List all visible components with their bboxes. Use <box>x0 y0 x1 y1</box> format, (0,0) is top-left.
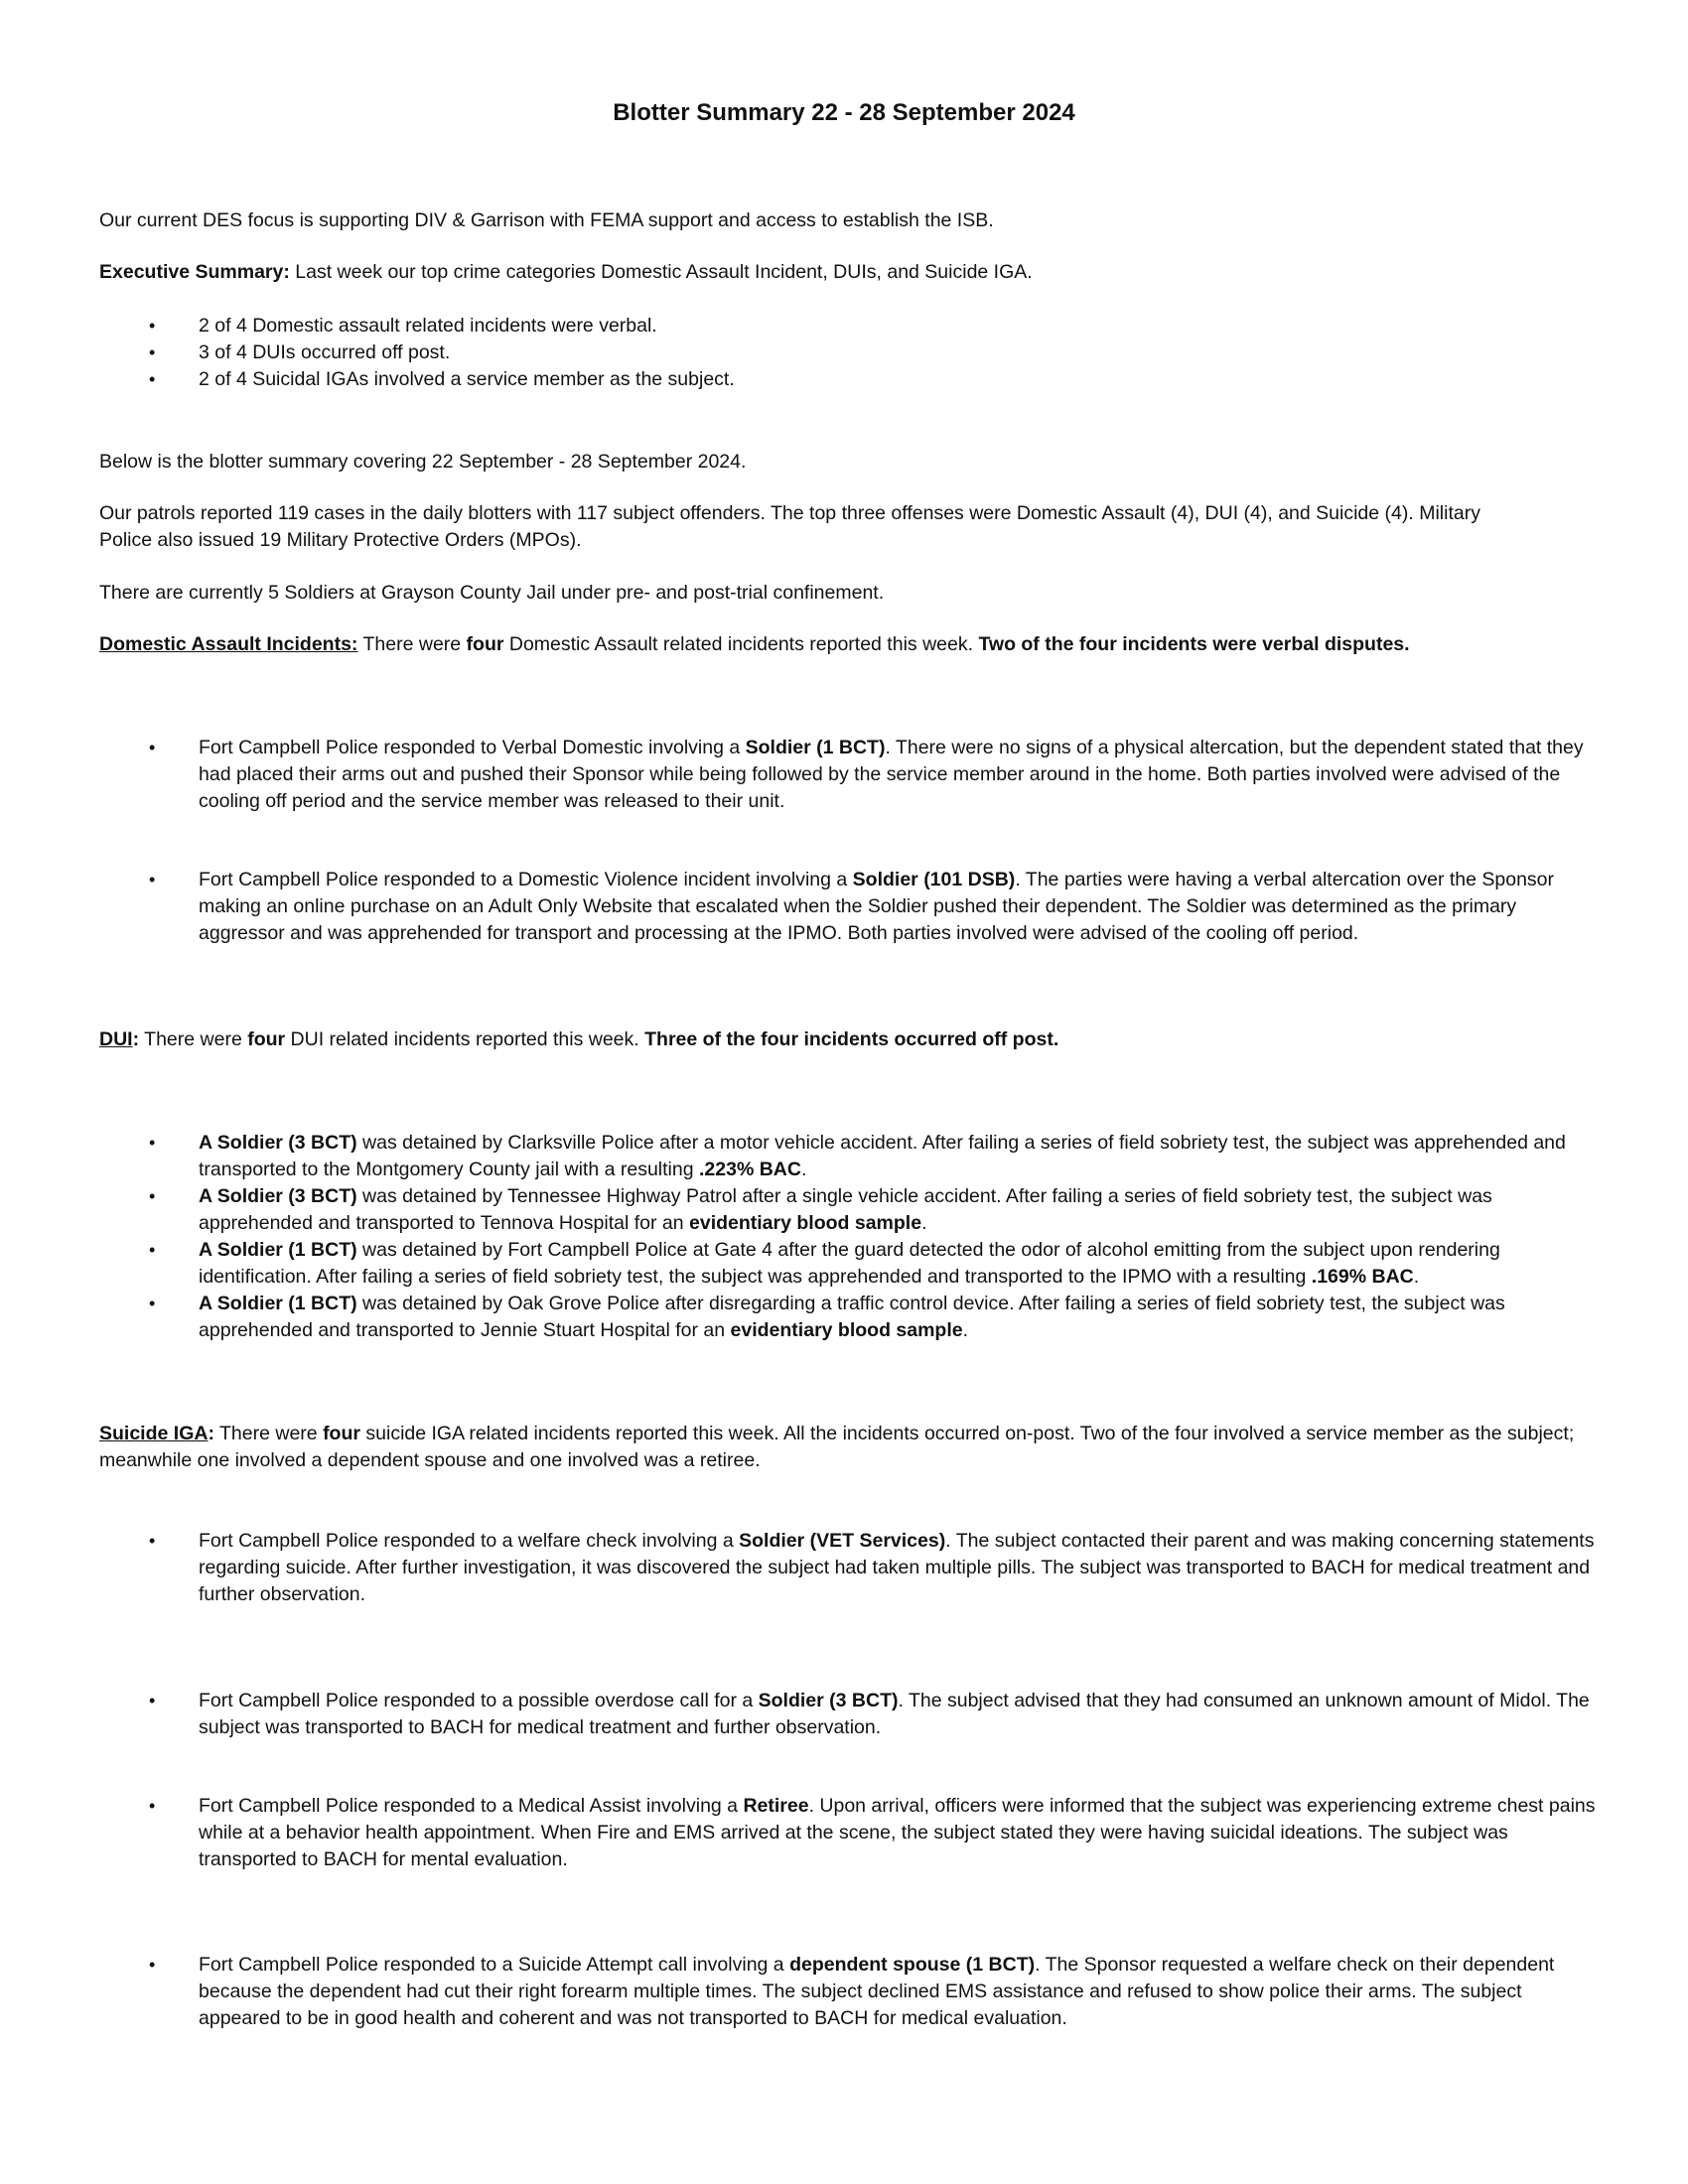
list-item <box>99 1183 1599 1237</box>
list-item <box>99 1130 1599 1183</box>
suicide-iga-heading <box>99 1421 1589 1474</box>
suicide-incident-list-2 <box>99 1688 1599 1741</box>
executive-summary-text: Last week our top crime categories Domestic Assault Incident, DUIs, and Suicide IGA. <box>289 261 1033 283</box>
list-item: • 3 of 4 DUIs occurred off post. <box>99 340 1599 366</box>
dui-text-1: There were <box>139 1028 248 1050</box>
suicide-incident-list-4 <box>99 1952 1599 2032</box>
item-subject: A Soldier (3 BCT) <box>199 1132 357 1154</box>
item-text: was detained by Clarksville Police after a motor vehicle accident. After failing a series of field sobriety test, the subject was apprehended and transported to the Montgomery County jail with a resulting <box>199 1132 1566 1180</box>
summary-line: Below is the blotter summary covering 22 September - 28 September 2024. <box>99 451 747 473</box>
executive-summary-bullets <box>99 313 1599 393</box>
item-subject: A Soldier (3 BCT) <box>199 1185 357 1207</box>
item-subject: Retiree <box>743 1795 809 1817</box>
page-title: Blotter Summary 22 - 28 September 2024 <box>613 99 1075 126</box>
jail-paragraph: There are currently 5 Soldiers at Grayson County Jail under pre- and post-trial confinement. <box>99 582 885 604</box>
item-text: . Upon arrival, officers were informed that the subject was experiencing extreme chest pains while at a behavior health appointment. When Fire and EMS arrived at the scene, the subject stated they were having suicidal ideations. The subject was transported to BACH for mental evaluation. <box>199 1795 1596 1870</box>
list-item <box>99 867 1599 947</box>
item-text: . <box>800 1159 807 1180</box>
item-text: was detained by Fort Campbell Police at Gate 4 after the guard detected the odor of alcohol emitting from the subject upon rendering identification. After failing a series of field sobriety test, the subject was apprehended and transported to the IPMO with a resulting <box>199 1239 1500 1288</box>
domestic-incident-list-2 <box>99 867 1599 947</box>
item-result: .223% BAC <box>699 1159 801 1180</box>
item-text: Fort Campbell Police responded to a possible overdose call for a <box>199 1690 759 1711</box>
item-text: . <box>962 1319 969 1341</box>
item-text: . The subject contacted their parent and was making concerning statements regarding suicide. After further investigation, it was discovered the subject had taken multiple pills. The subject was transported to BACH for medical treatment and further observation. <box>199 1530 1595 1605</box>
dui-label: DUI <box>99 1028 133 1050</box>
item-text: was detained by Tennessee Highway Patrol after a single vehicle accident. After failing a series of field sobriety test, the subject was apprehended and transported to Tennova Hospital for an <box>199 1185 1492 1234</box>
item-subject: Soldier (3 BCT) <box>758 1690 899 1711</box>
domestic-highlight: Two of the four incidents were verbal disputes. <box>978 633 1410 655</box>
suicide-incident-list-3 <box>99 1793 1599 1873</box>
item-subject: Soldier (101 DSB) <box>852 869 1016 890</box>
intro-paragraph: Our current DES focus is supporting DIV & Garrison with FEMA support and access to establish the ISB. <box>99 209 994 231</box>
list-item: • 2 of 4 Suicidal IGAs involved a service member as the subject. <box>99 366 1599 393</box>
list-item <box>99 1528 1599 1608</box>
domestic-assault-label: Domestic Assault Incidents: <box>99 633 358 655</box>
suicide-text-1: There were <box>213 1423 324 1444</box>
item-result: .169% BAC <box>1311 1266 1414 1288</box>
dui-colon: : <box>132 1028 140 1050</box>
item-result: evidentiary blood sample <box>730 1319 963 1341</box>
list-item <box>99 1688 1599 1741</box>
domestic-text-2: Domestic Assault related incidents reported this week. <box>503 633 979 655</box>
item-text: . The subject advised that they had consumed an unknown amount of Midol. The subject was transported to BACH for medical treatment and further observation. <box>199 1690 1590 1738</box>
patrols-paragraph: Our patrols reported 119 cases in the daily blotters with 117 subject offenders. The top three offenses were Domestic Assault (4), DUI (4), and Suicide (4). Military Police also issued 19 Military Protective Orders (MPOs). <box>99 502 1480 551</box>
domestic-incident-list <box>99 735 1599 815</box>
list-item <box>99 1237 1599 1291</box>
list-item <box>99 1291 1599 1344</box>
list-item <box>99 1793 1599 1873</box>
item-text: Fort Campbell Police responded to a Medical Assist involving a <box>199 1795 744 1817</box>
item-result: evidentiary blood sample <box>689 1212 922 1234</box>
list-item <box>99 1952 1599 2032</box>
item-text: Fort Campbell Police responded to a Suicide Attempt call involving a <box>199 1954 790 1976</box>
item-text: . The parties were having a verbal altercation over the Sponsor making an online purchase on an Adult Only Website that escalated when the Soldier pushed their dependent. The Soldier was determined as the primary aggressor and was apprehended for transport and processing at the IPMO. Both parties involved were advised of the cooling off period. <box>199 869 1555 944</box>
item-text: Fort Campbell Police responded to Verbal Domestic involving a <box>199 737 746 758</box>
suicide-incident-list <box>99 1528 1599 1608</box>
dui-incident-list <box>99 1130 1599 1344</box>
dui-heading <box>99 1026 1589 1053</box>
item-text: . The Sponsor requested a welfare check on their dependent because the dependent had cut their right forearm multiple times. The subject declined EMS assistance and refused to show police their arms. The subject appeared to be in good health and coherent and was not transported to BACH for medical evaluation. <box>199 1954 1555 2029</box>
executive-summary <box>99 259 1589 286</box>
domestic-text-1: There were <box>357 633 467 655</box>
dui-text-2: DUI related incidents reported this week. <box>285 1028 645 1050</box>
list-item: • 2 of 4 Domestic assault related incidents were verbal. <box>99 313 1599 340</box>
item-subject: Soldier (1 BCT) <box>745 737 886 758</box>
list-item <box>99 735 1599 815</box>
item-subject: dependent spouse (1 BCT) <box>789 1954 1036 1976</box>
suicide-iga-label: Suicide IGA <box>99 1423 209 1444</box>
item-text: . There were no signs of a physical altercation, but the dependent stated that they had placed their arms out and pushed their Sponsor while being followed by the service member around in the home. Both parties involved were advised of the cooling off period and the service member was released to their unit. <box>199 737 1584 812</box>
domestic-assault-heading <box>99 631 1589 658</box>
suicide-colon: : <box>208 1423 214 1444</box>
item-subject: Soldier (VET Services) <box>739 1530 946 1552</box>
domestic-count: four <box>466 633 504 655</box>
item-subject: A Soldier (1 BCT) <box>199 1293 357 1314</box>
item-subject: A Soldier (1 BCT) <box>199 1239 357 1261</box>
suicide-text-2: suicide IGA related incidents reported this week. All the incidents occurred on-post. Two of the four involved a service member as the subject; meanwhile one involved a dependent spouse and one involved was a retiree. <box>99 1423 1575 1471</box>
item-text: Fort Campbell Police responded to a welfare check involving a <box>199 1530 740 1552</box>
dui-count: four <box>247 1028 286 1050</box>
item-text: . <box>921 1212 927 1234</box>
item-text: . <box>1413 1266 1420 1288</box>
suicide-count: four <box>323 1423 360 1444</box>
dui-highlight: Three of the four incidents occurred off post. <box>644 1028 1059 1050</box>
item-text: was detained by Oak Grove Police after disregarding a traffic control device. After failing a series of field sobriety test, the subject was apprehended and transported to Jennie Stuart Hospital for an <box>199 1293 1505 1341</box>
item-text: Fort Campbell Police responded to a Domestic Violence incident involving a <box>199 869 853 890</box>
executive-summary-label: Executive Summary: <box>99 261 290 283</box>
